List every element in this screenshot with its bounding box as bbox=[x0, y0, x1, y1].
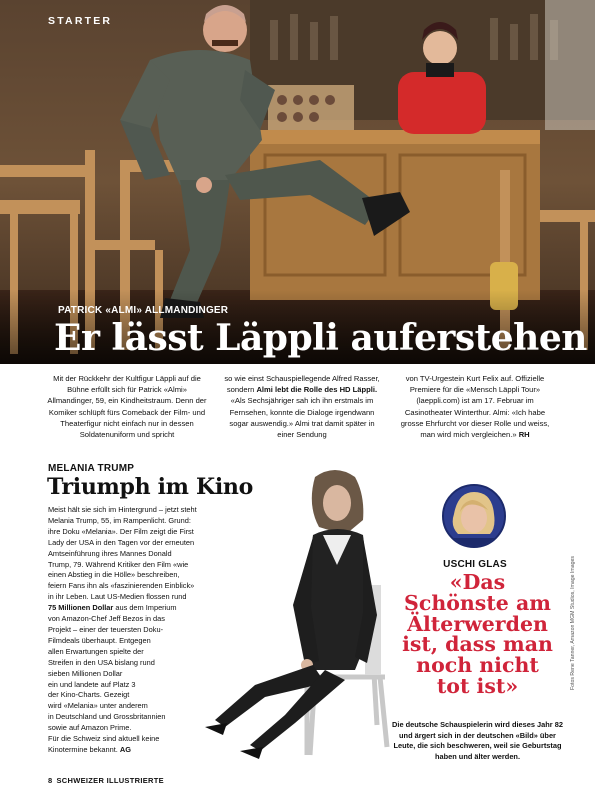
body-line: von Amazon-Chef Jeff Bezos in das bbox=[48, 614, 165, 624]
article-body bbox=[0, 373, 595, 441]
section-tag: STARTER bbox=[48, 15, 113, 27]
body-line: Trump, 79. Während Kritiker den Film «wie bbox=[48, 559, 189, 569]
body-line: Kinotermine bekannt. AG bbox=[48, 744, 131, 754]
body-line: Melania Trump, 55, im Rampenlicht. Grund: bbox=[48, 515, 191, 525]
body-line: sieben Millionen Dollar bbox=[48, 668, 123, 678]
body-line: der Kino-Charts. Gezeigt bbox=[48, 690, 130, 700]
uschi-avatar bbox=[442, 484, 506, 548]
body-line: Für die Schweiz sind aktuell keine bbox=[48, 734, 160, 744]
article-column-2 bbox=[222, 373, 382, 440]
melania-photo bbox=[195, 465, 400, 760]
page-footer bbox=[48, 776, 164, 785]
uschi-quote bbox=[395, 572, 560, 697]
avatar-portrait bbox=[444, 486, 504, 546]
uschi-kicker: USCHI GLAS bbox=[443, 559, 507, 570]
body-highlight: 75 Millionen Dollar bbox=[48, 603, 114, 613]
column-text: von TV-Urgestein Kurt Felix auf. Offizielle Premiere für die «Mensch Läppli Tour» (laeppli.com) ist am 17. Februar im Casinotheater Winterthur. Almi: «Ich habe grosse Ehrfurcht vor dieser Rolle und weiss, man wird mich vergleichen.» bbox=[400, 374, 550, 440]
body-line: in Deutschland und Grossbritannien bbox=[48, 712, 166, 722]
body-line: wird «Melania» unter anderem bbox=[48, 701, 148, 711]
body-line: feiern Fans ihn als «faszinierenden Einblick» bbox=[48, 581, 195, 591]
body-line: Projekt – einer der teuersten Doku- bbox=[48, 624, 164, 634]
hero-photo bbox=[0, 0, 595, 364]
article-kicker: PATRICK «ALMI» ALLMANDINGER bbox=[58, 305, 229, 316]
body-line: einen Abstieg in die Hölle» beschreiben, bbox=[48, 570, 180, 580]
body-line: Streifen in den USA bislang rund bbox=[48, 657, 155, 667]
article-headline: Er lässt Läppli auferstehen bbox=[54, 317, 587, 359]
body-line: sowie auf Amazon Prime. bbox=[48, 723, 132, 733]
column-text: «Als Sechsjähriger sah ich ihn erstmals im Fernsehen, konnte die Dialoge irgendwann sogar auswendig.» Almi trat damit später in einer Sendung bbox=[229, 396, 375, 440]
quote-line: Schönste am bbox=[404, 590, 551, 615]
page-number: 8 bbox=[48, 776, 53, 785]
body-line: Filmdeals überhaupt. Entgegen bbox=[48, 635, 151, 645]
article-column-1: Mit der Rückkehr der Kultfigur Läppli auf die Bühne erfüllt sich für Patrick «Almi» Allmandinger, 59, ein Kindheitstraum. Denn der Komiker schlüpft fürs Comeback der Film- und Theaterfigur nicht einfach nur in dessen Soldatenuniform und spricht bbox=[47, 374, 207, 440]
body-line: 75 Millionen Dollar aus dem Imperium bbox=[48, 603, 177, 613]
column-text: so wie einst Schauspiellegende Alfred Rasser, sondern bbox=[224, 374, 380, 395]
photo-credit: Fotos Rene Tanner, Amazon MGM Studios, Image Images bbox=[570, 556, 576, 690]
article-column-3 bbox=[395, 373, 555, 440]
author-signature: AG bbox=[119, 744, 131, 754]
magazine-name: SCHWEIZER ILLUSTRIERTE bbox=[56, 776, 164, 785]
body-line: Amtseinführung ihres Mannes Donald bbox=[48, 548, 172, 558]
body-line: allen Erwartungen spielte der bbox=[48, 646, 144, 656]
melania-kicker: MELANIA TRUMP bbox=[48, 463, 135, 474]
body-line: ein und landete auf Platz 3 bbox=[48, 679, 136, 689]
melania-headline: Triumph im Kino bbox=[47, 474, 253, 500]
quote-line: tot ist» bbox=[436, 673, 519, 698]
quote-line: ist, dass man bbox=[402, 632, 553, 657]
body-line: ihre Doku «Melania». Der Film zeigt die First bbox=[48, 526, 194, 536]
quote-line: «Das bbox=[449, 570, 506, 594]
quote-line: noch nicht bbox=[416, 653, 539, 678]
body-line: Meist hält sie sich im Hintergrund – jetzt steht bbox=[48, 505, 197, 514]
body-line: Lady der USA in den Tagen vor der erneuten bbox=[48, 537, 195, 547]
author-signature: RH bbox=[518, 430, 530, 440]
uschi-text: Die deutsche Schauspielerin wird dieses Jahr 82 und ärgert sich in der deutschen «Bild» über Leute, die sich beschweren, weil sie Geburtstag haben und älter werden. bbox=[392, 720, 563, 761]
quote-line: Älterwerden bbox=[407, 611, 548, 636]
body-line: in ihr Leben. Laut US-Medien flossen rund bbox=[48, 592, 187, 602]
column-highlight: Almi lebt die Rolle des HD Läppli. bbox=[256, 385, 378, 395]
